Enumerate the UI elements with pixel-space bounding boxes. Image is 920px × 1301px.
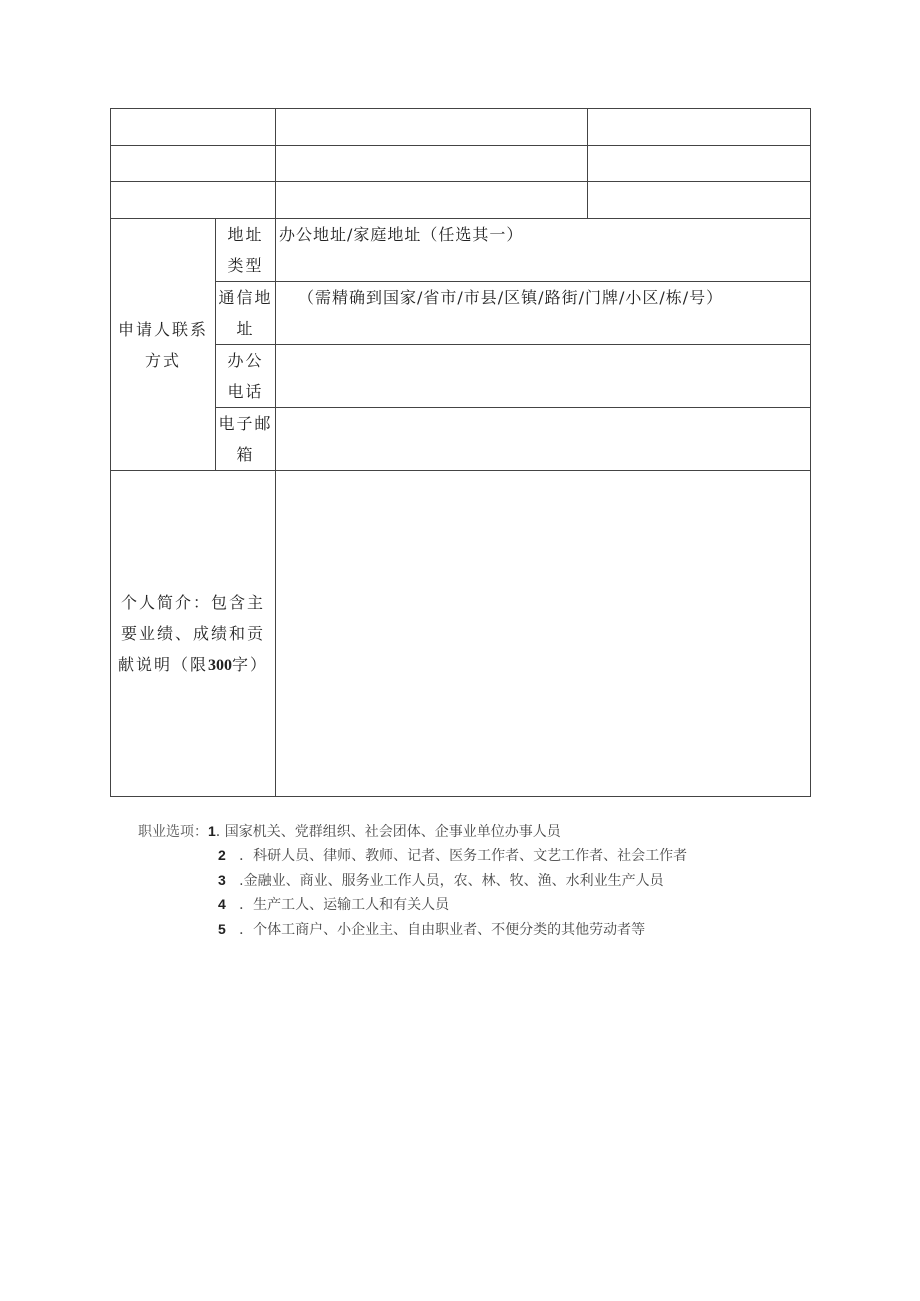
blank-cell[interactable] (588, 146, 811, 182)
blank-cell[interactable] (111, 109, 276, 146)
blank-cell[interactable] (111, 146, 276, 182)
address-type-label-line2: 类型 (227, 256, 264, 275)
office-phone-label-line2: 电话 (227, 382, 264, 401)
occupation-option-1 (138, 818, 561, 844)
office-phone-value[interactable] (276, 345, 811, 408)
intro-label (111, 471, 276, 797)
blank-cell[interactable] (276, 109, 588, 146)
occupation-option-num: 5 (218, 921, 226, 937)
occupation-option-3 (218, 867, 664, 893)
email-row (111, 408, 811, 471)
occupation-option-num: 2 (218, 847, 226, 863)
intro-row (111, 471, 811, 797)
occupation-option-text: ．生产工人、运输工人和有关人员 (239, 897, 450, 913)
occupation-notes-prefix: 职业选项： (138, 824, 208, 840)
email-label (216, 408, 276, 471)
email-value[interactable] (276, 408, 811, 471)
office-phone-row (111, 345, 811, 408)
intro-value[interactable] (276, 471, 811, 797)
occupation-option-text: . 国家机关、党群组织、社会团体、企事业单位办事人员 (215, 824, 561, 840)
blank-cell[interactable] (111, 182, 276, 219)
occupation-option-2 (218, 842, 687, 868)
intro-label-text: 个人简介：包含主要业绩、成绩和贡献说明（限 (117, 592, 265, 674)
office-phone-label-line1: 办公 (227, 351, 264, 370)
mailing-address-label-line1: 通信地 (218, 288, 273, 307)
mailing-address-row (111, 282, 811, 345)
email-label-line2: 箱 (236, 445, 255, 464)
occupation-option-num: 3 (218, 872, 226, 888)
blank-cell[interactable] (588, 109, 811, 146)
contact-section-label: 申请人联系方式 (111, 219, 216, 471)
mailing-address-label (216, 282, 276, 345)
occupation-option-text: .金融业、商业、服务业工作人员，农、林、牧、渔、水利业生产人员 (239, 873, 664, 889)
occupation-option-num: 4 (218, 896, 226, 912)
office-phone-label (216, 345, 276, 408)
occupation-option-num: 1 (208, 823, 216, 839)
mailing-address-value[interactable]: （需精确到国家/省市/市县/区镇/路街/门牌/小区/栋/号） (276, 282, 811, 345)
occupation-option-4 (218, 891, 449, 917)
email-label-line1: 电子邮 (218, 414, 273, 433)
blank-cell[interactable] (588, 182, 811, 219)
occupation-option-text: ．科研人员、律师、教师、记者、医务工作者、文艺工作者、社会工作者 (239, 848, 688, 864)
occupation-option-5 (218, 916, 645, 942)
blank-row-2 (111, 146, 811, 182)
occupation-option-text: ．个体工商户、小企业主、自由职业者、不便分类的其他劳动者等 (239, 922, 646, 938)
address-type-label (216, 219, 276, 282)
blank-cell[interactable] (276, 182, 588, 219)
address-type-value[interactable]: 办公地址/家庭地址（任选其一） (276, 219, 811, 282)
intro-label-suffix: 字） (232, 654, 269, 674)
mailing-address-label-line2: 址 (236, 319, 255, 338)
intro-label-number: 300 (208, 656, 232, 674)
address-type-label-line1: 地址 (227, 225, 264, 244)
address-type-row (111, 219, 811, 282)
blank-row-3 (111, 182, 811, 219)
blank-row-1 (111, 109, 811, 146)
application-form-table (110, 108, 811, 797)
blank-cell[interactable] (276, 146, 588, 182)
